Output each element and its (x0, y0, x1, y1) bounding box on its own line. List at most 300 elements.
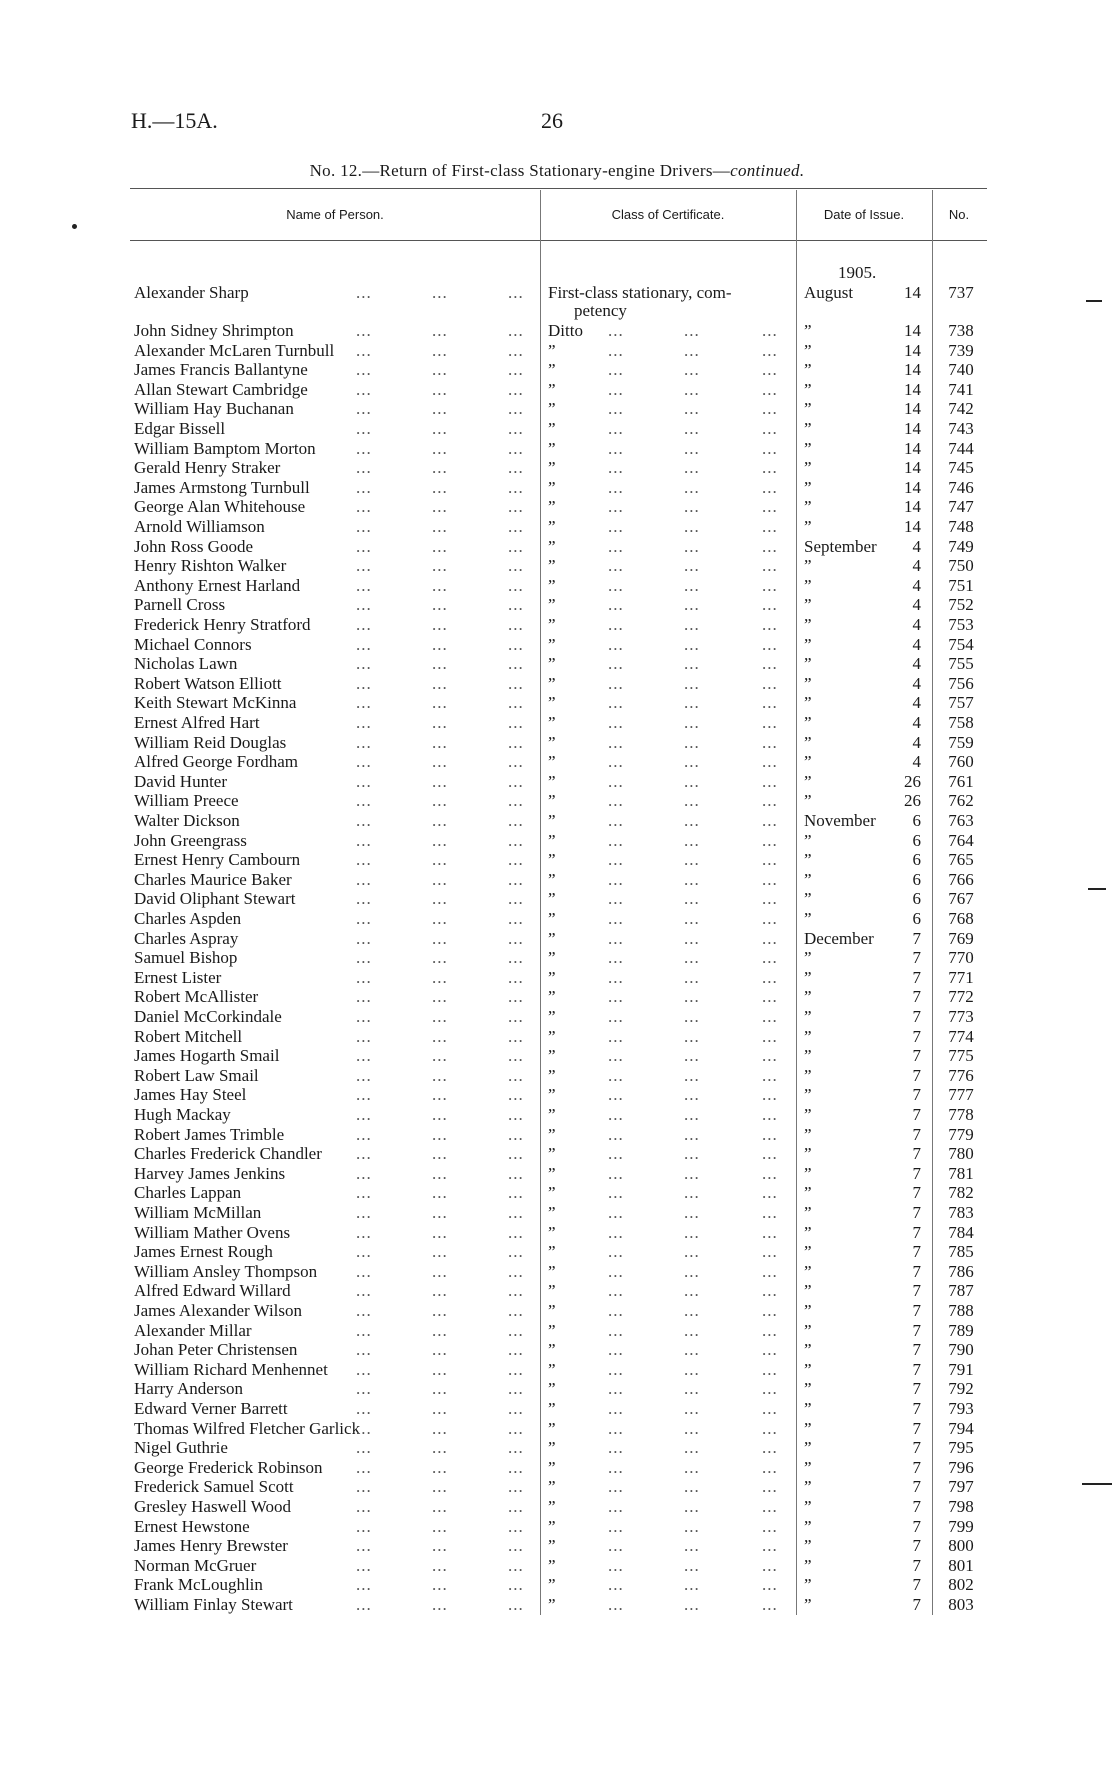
leader-dots: ... (684, 1536, 700, 1556)
certificate-class: ” (548, 752, 556, 772)
person-name: William Bamptom Morton (134, 438, 316, 458)
issue-month: ” (804, 987, 812, 1007)
certificate-class: First-class stationary, com- (548, 283, 732, 302)
leader-dots: ... (432, 399, 448, 419)
leader-dots: ... (762, 1536, 778, 1556)
leader-dots: ... (608, 673, 624, 693)
certificate-number: 749 (948, 536, 974, 556)
leader-dots: ... (684, 379, 700, 399)
table-row (0, 1497, 1114, 1517)
leader-dots: ... (356, 654, 372, 674)
certificate-number: 786 (948, 1261, 974, 1281)
leader-dots: ... (432, 811, 448, 830)
issue-day: 14 (904, 419, 921, 438)
leader-dots: ... (608, 1007, 624, 1026)
leader-dots: ... (762, 575, 778, 595)
leader-dots: ... (608, 536, 624, 556)
leader-dots: ... (608, 1261, 624, 1281)
issue-month: ” (804, 497, 812, 517)
person-name: John Ross Goode (134, 536, 254, 556)
certificate-number: 751 (948, 575, 974, 595)
leader-dots: ... (608, 1477, 624, 1497)
table-row (0, 870, 1114, 890)
leader-dots: ... (356, 634, 372, 654)
issue-month: ” (804, 673, 812, 693)
issue-day: 7 (912, 1085, 921, 1105)
issue-day: 26 (904, 791, 921, 811)
table-row (0, 1164, 1114, 1184)
certificate-class: ” (548, 1516, 556, 1536)
leader-dots: ... (762, 987, 778, 1007)
leader-dots: ... (608, 732, 624, 752)
leader-dots: ... (608, 1281, 624, 1301)
leader-dots: ... (684, 771, 700, 791)
leader-dots: ... (356, 791, 372, 811)
leader-dots: ... (432, 1085, 448, 1105)
leader-dots: ... (684, 1222, 700, 1242)
leader-dots: ... (508, 850, 524, 870)
leader-dots: ... (356, 771, 372, 791)
leader-dots: ... (684, 438, 700, 458)
table-row (0, 1007, 1114, 1027)
person-name: William Finlay Stewart (134, 1595, 293, 1614)
issue-day: 7 (912, 1222, 921, 1242)
leader-dots: ... (356, 1497, 372, 1516)
person-name: William Mather Ovens (134, 1222, 291, 1242)
leader-dots: ... (684, 1124, 700, 1144)
issue-day: 7 (912, 1301, 921, 1320)
certificate-class: ” (548, 1438, 556, 1458)
leader-dots: ... (762, 1261, 778, 1281)
person-name: Edgar Bissell (134, 419, 226, 438)
column-header-date: Date of Issue. (823, 207, 905, 222)
leader-dots: ... (356, 1399, 372, 1418)
issue-month: ” (804, 1575, 812, 1595)
certificate-number: 743 (948, 419, 974, 438)
leader-dots: ... (608, 1242, 624, 1262)
leader-dots: ... (608, 340, 624, 360)
leader-dots: ... (608, 438, 624, 458)
table-row (0, 1125, 1114, 1145)
leader-dots: ... (608, 771, 624, 791)
person-name: John Sidney Shrimpton (134, 321, 294, 340)
certificate-class: ” (548, 1399, 556, 1418)
leader-dots: ... (356, 283, 372, 302)
leader-dots: ... (608, 1301, 624, 1320)
certificate-class: ” (548, 1497, 556, 1516)
leader-dots: ... (432, 1026, 448, 1046)
leader-dots: ... (356, 575, 372, 595)
table-row (0, 1144, 1114, 1164)
leader-dots: ... (508, 1163, 524, 1183)
issue-month: ” (804, 419, 812, 438)
leader-dots: ... (762, 497, 778, 517)
leader-dots: ... (508, 477, 524, 497)
leader-dots: ... (432, 948, 448, 968)
issue-month: ” (804, 948, 812, 968)
leader-dots: ... (508, 673, 524, 693)
issue-day: 7 (912, 1261, 921, 1281)
leader-dots: ... (762, 830, 778, 850)
person-name: James Armstong Turnbull (134, 477, 310, 497)
leader-dots: ... (508, 419, 524, 438)
leader-dots: ... (432, 517, 448, 536)
leader-dots: ... (508, 948, 524, 968)
person-name: James Ernest Rough (134, 1242, 273, 1262)
table-row (0, 674, 1114, 694)
leader-dots: ... (684, 869, 700, 889)
certificate-class: ” (548, 1183, 556, 1203)
leader-dots: ... (356, 1242, 372, 1262)
leader-dots: ... (762, 1418, 778, 1438)
leader-dots: ... (762, 1183, 778, 1203)
leader-dots: ... (356, 1203, 372, 1222)
issue-day: 7 (912, 1026, 921, 1046)
certificate-number: 793 (948, 1399, 974, 1418)
leader-dots: ... (356, 1301, 372, 1320)
table-row (0, 1438, 1114, 1458)
leader-dots: ... (762, 1516, 778, 1536)
leader-dots: ... (432, 1595, 448, 1614)
certificate-class: ” (548, 556, 556, 576)
table-row (0, 1340, 1114, 1360)
person-name: William Hay Buchanan (134, 399, 294, 419)
certificate-number: 774 (948, 1026, 974, 1046)
certificate-number: 779 (948, 1124, 974, 1144)
certificate-class: ” (548, 1281, 556, 1301)
issue-month: ” (804, 517, 812, 536)
leader-dots: ... (684, 1026, 700, 1046)
leader-dots: ... (432, 1516, 448, 1536)
certificate-number: 737 (948, 283, 974, 302)
certificate-class: ” (548, 850, 556, 870)
leader-dots: ... (508, 360, 524, 380)
table-row (0, 1105, 1114, 1125)
leader-dots: ... (508, 556, 524, 576)
person-name: Arnold Williamson (134, 517, 265, 536)
table-row (0, 341, 1114, 361)
person-name: George Alan Whitehouse (134, 497, 306, 517)
certificate-number: 746 (948, 477, 974, 497)
certificate-number: 787 (948, 1281, 974, 1301)
leader-dots: ... (432, 1281, 448, 1301)
leader-dots: ... (684, 595, 700, 615)
leader-dots: ... (762, 850, 778, 870)
leader-dots: ... (432, 477, 448, 497)
issue-day: 4 (912, 575, 921, 595)
leader-dots: ... (608, 1359, 624, 1379)
person-name: Alexander Millar (134, 1320, 252, 1340)
certificate-class: ” (548, 1222, 556, 1242)
issue-month: ” (804, 1340, 812, 1360)
certificate-number: 754 (948, 634, 974, 654)
leader-dots: ... (684, 1438, 700, 1458)
person-name: John Greengrass (134, 830, 247, 850)
person-name: Thomas Wilfred Fletcher Garlick (134, 1418, 361, 1438)
issue-month: ” (804, 1242, 812, 1262)
leader-dots: ... (762, 1065, 778, 1085)
person-name: Samuel Bishop (134, 948, 238, 968)
issue-day: 14 (904, 321, 921, 340)
leader-dots: ... (356, 1340, 372, 1360)
certificate-class: ” (548, 771, 556, 791)
leader-dots: ... (508, 399, 524, 419)
leader-dots: ... (356, 1536, 372, 1556)
leader-dots: ... (356, 1163, 372, 1183)
person-name: Alfred George Fordham (134, 752, 298, 772)
certificate-class: ” (548, 1046, 556, 1066)
issue-day: 14 (904, 517, 921, 536)
leader-dots: ... (762, 634, 778, 654)
leader-dots: ... (508, 1438, 524, 1458)
leader-dots: ... (762, 1163, 778, 1183)
leader-dots: ... (432, 1163, 448, 1183)
leader-dots: ... (508, 1399, 524, 1418)
leader-dots: ... (432, 419, 448, 438)
page-reference: H.—15A. (131, 108, 218, 133)
leader-dots: ... (508, 1575, 524, 1595)
leader-dots: ... (762, 1477, 778, 1497)
certificate-number: 790 (948, 1340, 974, 1360)
issue-day: 6 (912, 909, 921, 928)
leader-dots: ... (684, 1359, 700, 1379)
issue-month: ” (804, 830, 812, 850)
issue-day: 7 (912, 1399, 921, 1418)
leader-dots: ... (684, 1555, 700, 1575)
leader-dots: ... (432, 850, 448, 870)
issue-day: 7 (912, 1124, 921, 1144)
certificate-number: 740 (948, 360, 974, 380)
issue-day: 7 (912, 1457, 921, 1477)
table-row (0, 968, 1114, 988)
table-row (0, 1379, 1114, 1399)
table-row (0, 1027, 1114, 1047)
leader-dots: ... (508, 830, 524, 850)
issue-day: 4 (912, 732, 921, 752)
table-row (0, 1536, 1114, 1556)
person-name: Allan Stewart Cambridge (134, 379, 308, 399)
issue-month: ” (804, 1438, 812, 1458)
leader-dots: ... (762, 732, 778, 752)
leader-dots: ... (608, 379, 624, 399)
certificate-class: ” (548, 791, 556, 811)
certificate-class: ” (548, 1144, 556, 1164)
leader-dots: ... (508, 1340, 524, 1360)
leader-dots: ... (762, 536, 778, 556)
leader-dots: ... (356, 1105, 372, 1124)
table-row (0, 1046, 1114, 1066)
person-name: Norman McGruer (134, 1555, 257, 1575)
certificate-class: ” (548, 1359, 556, 1379)
issue-month: ” (804, 1026, 812, 1046)
certificate-class: ” (548, 458, 556, 478)
leader-dots: ... (508, 1320, 524, 1340)
leader-dots: ... (762, 928, 778, 948)
issue-month: ” (804, 1379, 812, 1399)
leader-dots: ... (508, 752, 524, 772)
issue-day: 7 (912, 1163, 921, 1183)
leader-dots: ... (356, 1026, 372, 1046)
certificate-class: ” (548, 811, 556, 830)
leader-dots: ... (608, 1163, 624, 1183)
issue-month: ” (804, 438, 812, 458)
leader-dots: ... (508, 1536, 524, 1556)
leader-dots: ... (762, 673, 778, 693)
certificate-class: ” (548, 1555, 556, 1575)
leader-dots: ... (432, 1124, 448, 1144)
leader-dots: ... (432, 1418, 448, 1438)
leader-dots: ... (432, 556, 448, 576)
leader-dots: ... (356, 693, 372, 713)
leader-dots: ... (508, 634, 524, 654)
margin-mark (1088, 888, 1106, 890)
table-row (0, 419, 1114, 439)
leader-dots: ... (356, 536, 372, 556)
leader-dots: ... (608, 595, 624, 615)
issue-day: 14 (904, 458, 921, 478)
leader-dots: ... (608, 909, 624, 928)
issue-day: 7 (912, 1438, 921, 1458)
issue-month: ” (804, 1203, 812, 1222)
leader-dots: ... (508, 1203, 524, 1222)
certificate-number: 770 (948, 948, 974, 968)
leader-dots: ... (508, 987, 524, 1007)
certificate-class: ” (548, 673, 556, 693)
leader-dots: ... (762, 693, 778, 713)
leader-dots: ... (762, 1242, 778, 1262)
leader-dots: ... (684, 458, 700, 478)
leader-dots: ... (356, 752, 372, 772)
leader-dots: ... (508, 1301, 524, 1320)
leader-dots: ... (608, 811, 624, 830)
issue-month: ” (804, 1497, 812, 1516)
certificate-number: 801 (948, 1555, 974, 1575)
person-name: Alfred Edward Willard (134, 1281, 291, 1301)
leader-dots: ... (608, 987, 624, 1007)
certificate-number: 789 (948, 1320, 974, 1340)
leader-dots: ... (432, 595, 448, 615)
issue-day: 7 (912, 1281, 921, 1301)
leader-dots: ... (508, 615, 524, 634)
leader-dots: ... (508, 1595, 524, 1614)
leader-dots: ... (608, 1555, 624, 1575)
leader-dots: ... (684, 1242, 700, 1262)
header-top-rule (130, 188, 987, 189)
leader-dots: ... (608, 575, 624, 595)
person-name: Frederick Samuel Scott (134, 1477, 294, 1497)
table-row (0, 1262, 1114, 1282)
table-row (0, 1360, 1114, 1380)
issue-month: December (804, 928, 874, 948)
person-name: Nigel Guthrie (134, 1438, 228, 1458)
leader-dots: ... (684, 850, 700, 870)
certificate-class: ” (548, 1340, 556, 1360)
leader-dots: ... (508, 1105, 524, 1124)
person-name: Ernest Hewstone (134, 1516, 250, 1536)
leader-dots: ... (762, 517, 778, 536)
issue-month: November (804, 811, 876, 830)
leader-dots: ... (508, 497, 524, 517)
column-header-no: No. (948, 207, 970, 222)
issue-month: ” (804, 1105, 812, 1124)
person-name: Michael Connors (134, 634, 252, 654)
leader-dots: ... (762, 1144, 778, 1164)
certificate-class: ” (548, 438, 556, 458)
issue-month: ” (804, 752, 812, 772)
leader-dots: ... (356, 1555, 372, 1575)
person-name: Charles Aspray (134, 928, 239, 948)
table-row (0, 1595, 1114, 1615)
leader-dots: ... (356, 1183, 372, 1203)
leader-dots: ... (684, 1497, 700, 1516)
leader-dots: ... (684, 1379, 700, 1399)
leader-dots: ... (356, 967, 372, 987)
leader-dots: ... (432, 1203, 448, 1222)
issue-day: 7 (912, 1595, 921, 1614)
leader-dots: ... (508, 1477, 524, 1497)
issue-day: 4 (912, 634, 921, 654)
leader-dots: ... (508, 438, 524, 458)
issue-day: 7 (912, 1340, 921, 1360)
leader-dots: ... (608, 693, 624, 713)
issue-month: ” (804, 1457, 812, 1477)
person-name: Harry Anderson (134, 1379, 244, 1399)
table-row (0, 791, 1114, 811)
table-row (0, 1556, 1114, 1576)
leader-dots: ... (508, 1281, 524, 1301)
certificate-number: 788 (948, 1301, 974, 1320)
certificate-class: ” (548, 1026, 556, 1046)
table-row (0, 987, 1114, 1007)
person-name: Gresley Haswell Wood (134, 1497, 291, 1516)
leader-dots: ... (508, 1457, 524, 1477)
leader-dots: ... (432, 673, 448, 693)
leader-dots: ... (762, 1340, 778, 1360)
certificate-class: ” (548, 732, 556, 752)
issue-month: September (804, 536, 877, 556)
person-name: Robert Mitchell (134, 1026, 243, 1046)
person-name: Johan Peter Christensen (134, 1340, 298, 1360)
leader-dots: ... (356, 399, 372, 419)
issue-month: ” (804, 693, 812, 713)
leader-dots: ... (684, 1340, 700, 1360)
leader-dots: ... (432, 909, 448, 928)
issue-month: ” (804, 1085, 812, 1105)
issue-day: 6 (912, 889, 921, 909)
issue-month: ” (804, 909, 812, 928)
leader-dots: ... (356, 909, 372, 928)
certificate-class: ” (548, 1379, 556, 1399)
issue-month: ” (804, 360, 812, 380)
leader-dots: ... (508, 1124, 524, 1144)
table-row (0, 283, 1114, 303)
column-header-class: Class of Certificate. (611, 207, 725, 222)
leader-dots: ... (508, 928, 524, 948)
leader-dots: ... (762, 615, 778, 634)
leader-dots: ... (508, 909, 524, 928)
certificate-number: 794 (948, 1418, 974, 1438)
leader-dots: ... (762, 889, 778, 909)
certificate-class: ” (548, 595, 556, 615)
person-name: Robert Watson Elliott (134, 673, 282, 693)
certificate-class: ” (548, 399, 556, 419)
person-name: Alexander Sharp (134, 283, 249, 302)
table-row (0, 556, 1114, 576)
leader-dots: ... (684, 615, 700, 634)
leader-dots: ... (762, 1497, 778, 1516)
leader-dots: ... (432, 1144, 448, 1164)
issue-month: ” (804, 1007, 812, 1026)
